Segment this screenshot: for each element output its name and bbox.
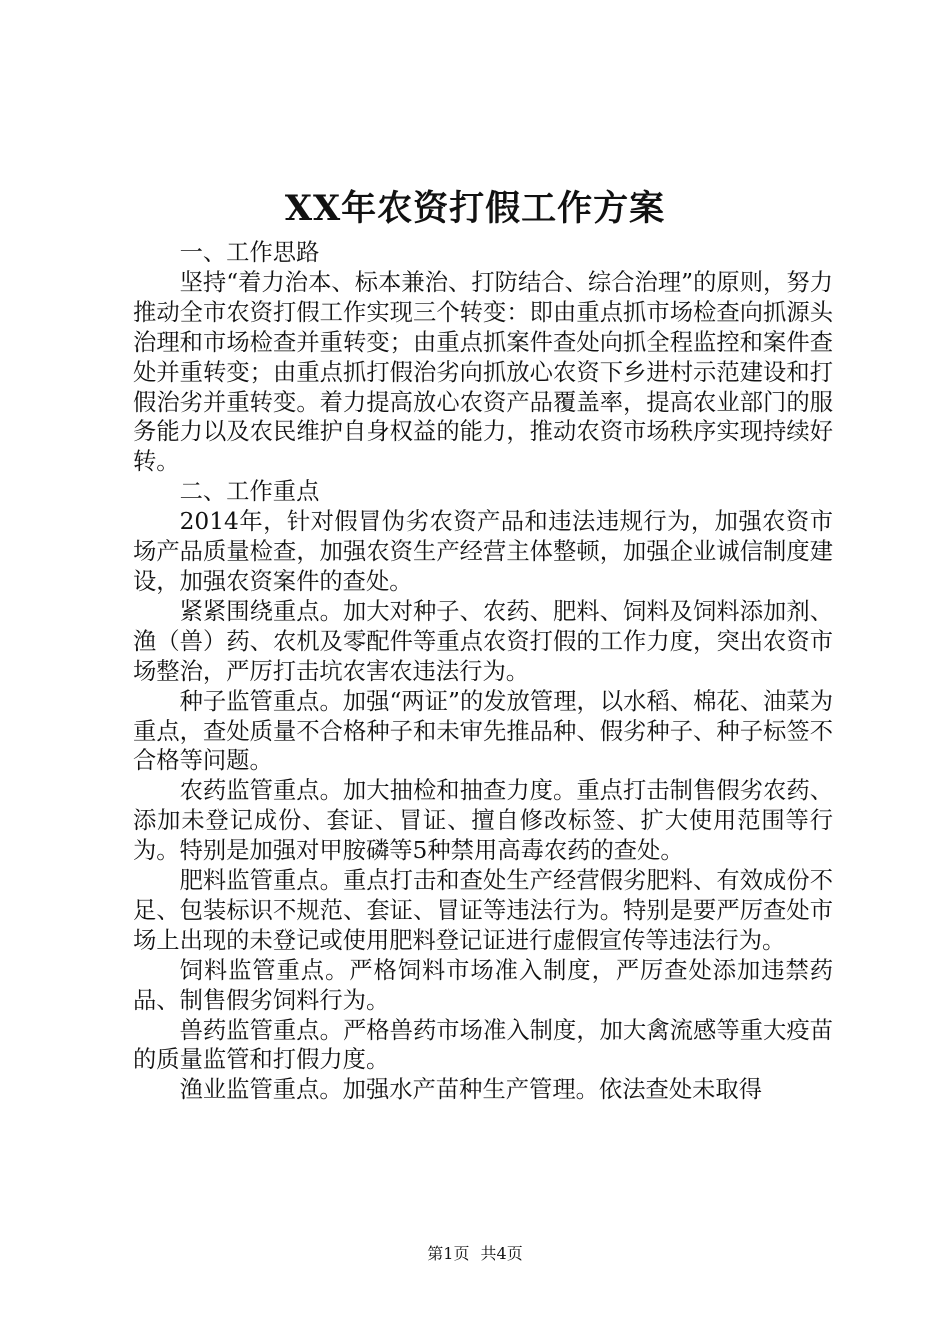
document-body bbox=[133, 238, 833, 1105]
page-total: 共4页 bbox=[480, 1244, 523, 1263]
paragraph-fertilizer-supervision: 肥料监管重点。重点打击和查处生产经营假劣肥料、有效成份不足、包装标识不规范、套证、冒证等违法行为。特别是要严厉查处市场上出现的未登记或使用肥料登记证进行虚假宣传等违法行为。 bbox=[133, 867, 833, 954]
paragraph-2014-focus: 2014年，针对假冒伪劣农资产品和违法违规行为，加强农资市场产品质量检查，加强农资生产经营主体整顿，加强企业诚信制度建设，加强农资案件的查处。 bbox=[133, 508, 833, 595]
page-number: 第1页 bbox=[427, 1244, 470, 1263]
paragraph-pesticide-supervision: 农药监管重点。加大抽检和抽查力度。重点打击制售假劣农药、添加未登记成份、套证、冒证、擅自修改标签、扩大使用范围等行为。特别是加强对甲胺磷等5种禁用高毒农药的查处。 bbox=[133, 777, 833, 865]
section-heading-approach: 一、工作思路 bbox=[179, 239, 320, 266]
page-footer bbox=[0, 1244, 950, 1264]
paragraph-feed-supervision: 饲料监管重点。严格饲料市场准入制度，严厉查处添加违禁药品、制售假劣饲料行为。 bbox=[133, 956, 833, 1014]
paragraph-approach: 坚持“着力治本、标本兼治、打防结合、综合治理”的原则，努力推动全市农资打假工作实现三个转变：即由重点抓市场检查向抓源头治理和市场检查并重转变；由重点抓案件查处向抓全程监控和案件查处并重转变；由重点抓打假治劣向抓放心农资下乡进村示范建设和打假治劣并重转变。着力提高放心农资产品覆盖率，提高农业部门的服务能力以及农民维护自身权益的能力，推动农资市场秩序实现持续好转。 bbox=[133, 268, 833, 476]
document-title: XX年农资打假工作方案 bbox=[284, 188, 666, 229]
section-heading-focus: 二、工作重点 bbox=[179, 478, 320, 506]
paragraph-key-points: 紧紧围绕重点。加大对种子、农药、肥料、饲料及饲料添加剂、渔（兽）药、农机及零配件等重点农资打假的工作力度，突出农资市场整治，严厉打击坑农害农违法行为。 bbox=[133, 597, 833, 685]
paragraph-veterinary-supervision: 兽药监管重点。严格兽药市场准入制度，加大禽流感等重大疫苗的质量监管和打假力度。 bbox=[133, 1016, 833, 1074]
paragraph-seed-supervision: 种子监管重点。加强“两证”的发放管理，以水稻、棉花、油菜为重点，查处质量不合格种子和未审先推品种、假劣种子、种子标签不合格等问题。 bbox=[133, 687, 833, 775]
paragraph-fishery-supervision: 渔业监管重点。加强水产苗种生产管理。依法查处未取得 bbox=[179, 1076, 763, 1104]
